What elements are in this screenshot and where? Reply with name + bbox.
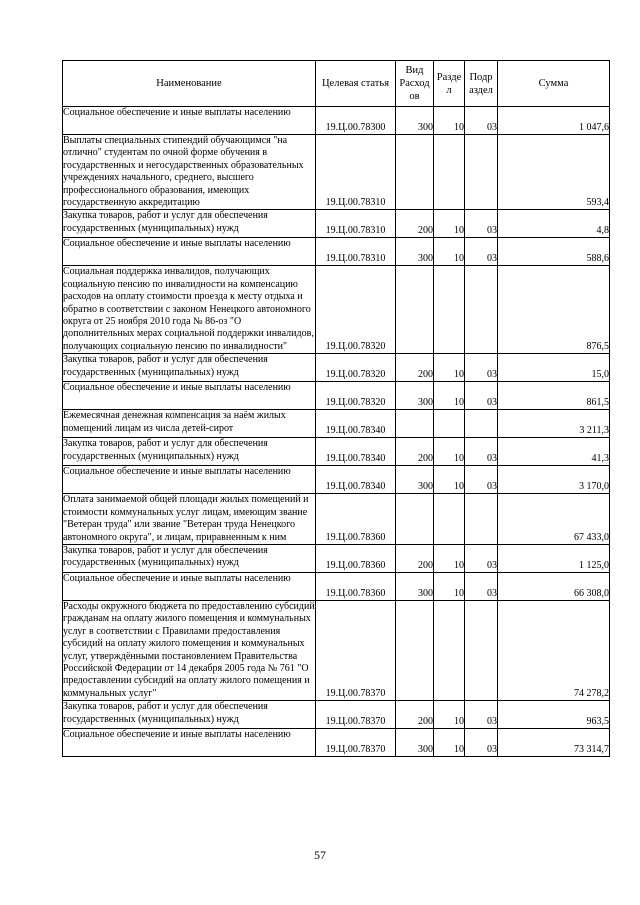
row-sum: 593,4 — [498, 135, 610, 210]
row-expense-type: 200 — [396, 701, 434, 729]
row-target-article: 19.Ц.00.78320 — [316, 382, 396, 410]
row-section: 10 — [434, 572, 465, 600]
table-row — [63, 382, 610, 410]
row-target-article: 19.Ц.00.78360 — [316, 544, 396, 572]
row-name: Закупка товаров, работ и услуг для обеспечения государственных (муниципальных) нужд — [63, 354, 316, 382]
row-target-article: 19.Ц.00.78320 — [316, 354, 396, 382]
row-section: 10 — [434, 238, 465, 266]
row-expense-type: 200 — [396, 544, 434, 572]
row-sum: 861,5 — [498, 382, 610, 410]
row-sum: 15,0 — [498, 354, 610, 382]
row-subsection: 03 — [465, 382, 498, 410]
row-subsection — [465, 266, 498, 354]
row-section — [434, 410, 465, 438]
row-target-article: 19.Ц.00.78300 — [316, 107, 396, 135]
row-subsection: 03 — [465, 354, 498, 382]
row-name: Социальное обеспечение и иные выплаты населению — [63, 238, 316, 266]
row-subsection: 03 — [465, 238, 498, 266]
row-section — [434, 600, 465, 700]
row-target-article: 19.Ц.00.78370 — [316, 729, 396, 757]
row-expense-type — [396, 494, 434, 545]
row-expense-type: 200 — [396, 354, 434, 382]
row-target-article: 19.Ц.00.78310 — [316, 238, 396, 266]
row-target-article: 19.Ц.00.78340 — [316, 466, 396, 494]
row-section: 10 — [434, 382, 465, 410]
row-name: Закупка товаров, работ и услуг для обеспечения государственных (муниципальных) нужд — [63, 210, 316, 238]
header-subsection: Подр аздел — [465, 61, 498, 107]
row-expense-type: 200 — [396, 438, 434, 466]
row-sum: 1 047,6 — [498, 107, 610, 135]
row-target-article: 19.Ц.00.78340 — [316, 410, 396, 438]
row-sum: 73 314,7 — [498, 729, 610, 757]
row-sum: 963,5 — [498, 701, 610, 729]
row-subsection — [465, 410, 498, 438]
row-section: 10 — [434, 210, 465, 238]
row-target-article: 19.Ц.00.78370 — [316, 600, 396, 700]
row-section: 10 — [434, 701, 465, 729]
row-target-article: 19.Ц.00.78310 — [316, 210, 396, 238]
row-sum: 67 433,0 — [498, 494, 610, 545]
row-section — [434, 266, 465, 354]
row-target-article: 19.Ц.00.78370 — [316, 701, 396, 729]
row-section: 10 — [434, 438, 465, 466]
row-name: Выплаты специальных стипендий обучающимся "на отлично" студентам по очной форме обучения в государственных и негосударственных образовательных учреждениях начального, среднего, высшего профессионального образования, имеющих государственную аккредитацию — [63, 135, 316, 210]
table-row — [63, 600, 610, 700]
row-name: Ежемесячная денежная компенсация за наём жилых помещений лицам из числа детей-сирот — [63, 410, 316, 438]
row-section — [434, 494, 465, 545]
table-row — [63, 107, 610, 135]
table-row — [63, 410, 610, 438]
row-sum: 876,5 — [498, 266, 610, 354]
row-name: Закупка товаров, работ и услуг для обеспечения государственных (муниципальных) нужд — [63, 701, 316, 729]
row-target-article: 19.Ц.00.78360 — [316, 494, 396, 545]
row-name: Социальная поддержка инвалидов, получающих социальную пенсию по инвалидности на компенсацию расходов на оплату стоимости проезда к месту отдыха и обратно в соответствии с законом Ненецкого автономного округа от 25 ноября 2010 года № 86-оз "О дополнительных мерах социальной поддержки инвалидов, получающих социальную пенсию по инвалидности" — [63, 266, 314, 352]
budget-table — [62, 60, 610, 757]
row-subsection — [465, 135, 498, 210]
row-expense-type — [396, 600, 434, 700]
row-subsection: 03 — [465, 729, 498, 757]
row-subsection: 03 — [465, 107, 498, 135]
table-row — [63, 266, 610, 354]
row-section — [434, 135, 465, 210]
row-expense-type: 300 — [396, 729, 434, 757]
table-row — [63, 572, 610, 600]
row-subsection — [465, 494, 498, 545]
row-expense-type: 300 — [396, 382, 434, 410]
row-sum: 41,3 — [498, 438, 610, 466]
table-row — [63, 238, 610, 266]
row-section: 10 — [434, 729, 465, 757]
row-section: 10 — [434, 544, 465, 572]
row-target-article: 19.Ц.00.78360 — [316, 572, 396, 600]
row-sum: 588,6 — [498, 238, 610, 266]
row-sum: 74 278,2 — [498, 600, 610, 700]
header-expense-type: Вид Расход ов — [396, 61, 434, 107]
row-name: Социальное обеспечение и иные выплаты населению — [63, 466, 316, 494]
row-expense-type: 300 — [396, 466, 434, 494]
row-target-article: 19.Ц.00.78340 — [316, 438, 396, 466]
row-section: 10 — [434, 107, 465, 135]
row-subsection — [465, 600, 498, 700]
row-name: Социальное обеспечение и иные выплаты населению — [63, 729, 316, 757]
table-row — [63, 135, 610, 210]
table-row — [63, 466, 610, 494]
row-expense-type: 300 — [396, 238, 434, 266]
table-row — [63, 701, 610, 729]
row-expense-type — [396, 410, 434, 438]
row-expense-type: 300 — [396, 107, 434, 135]
table-row — [63, 210, 610, 238]
row-sum: 4,8 — [498, 210, 610, 238]
row-section: 10 — [434, 466, 465, 494]
row-sum: 66 308,0 — [498, 572, 610, 600]
row-subsection: 03 — [465, 572, 498, 600]
row-sum: 3 211,3 — [498, 410, 610, 438]
header-name: Наименование — [63, 61, 316, 107]
row-section: 10 — [434, 354, 465, 382]
row-name: Закупка товаров, работ и услуг для обеспечения государственных (муниципальных) нужд — [63, 438, 316, 466]
row-name: Социальное обеспечение и иные выплаты населению — [63, 572, 316, 600]
row-subsection: 03 — [465, 544, 498, 572]
table-row — [63, 494, 610, 545]
row-expense-type — [396, 266, 434, 354]
row-name: Социальное обеспечение и иные выплаты населению — [63, 107, 316, 135]
row-target-article: 19.Ц.00.78310 — [316, 135, 396, 210]
page-number: 57 — [314, 848, 326, 862]
row-subsection: 03 — [465, 438, 498, 466]
row-expense-type: 200 — [396, 210, 434, 238]
row-target-article: 19.Ц.00.78320 — [316, 266, 396, 354]
table-row — [63, 729, 610, 757]
row-subsection: 03 — [465, 210, 498, 238]
row-expense-type — [396, 135, 434, 210]
row-name: Расходы окружного бюджета по предоставлению субсидий гражданам на оплату жилого помещения и коммунальных услуг в соответствии с Правилами предоставления субсидий на оплату жилого помещения и коммунальных услуг, утверждёнными постановлением Правительства Российской Федерации от 14 декабря 2005 года № 761 "О предоставлении субсидий на оплату жилого помещения и коммунальных услуг" — [63, 600, 315, 699]
row-name: Закупка товаров, работ и услуг для обеспечения государственных (муниципальных) нужд — [63, 544, 316, 572]
table-row — [63, 354, 610, 382]
row-name: Социальное обеспечение и иные выплаты населению — [63, 382, 316, 410]
table-body — [63, 107, 610, 757]
table-header — [63, 61, 610, 107]
header-sum: Сумма — [498, 61, 610, 107]
row-name: Оплата занимаемой общей площади жилых помещений и стоимости коммунальных услуг лицам, имеющим звание "Ветеран труда" или звание "Ветеран труда Ненецкого автономного округа", и лицам, приравненным к ним — [63, 494, 316, 545]
header-section: Разде л — [434, 61, 465, 107]
table-row — [63, 438, 610, 466]
row-sum: 3 170,0 — [498, 466, 610, 494]
table-row — [63, 544, 610, 572]
row-sum: 1 125,0 — [498, 544, 610, 572]
row-subsection: 03 — [465, 466, 498, 494]
row-expense-type: 300 — [396, 572, 434, 600]
header-target-article: Целевая статья — [316, 61, 396, 107]
row-subsection: 03 — [465, 701, 498, 729]
